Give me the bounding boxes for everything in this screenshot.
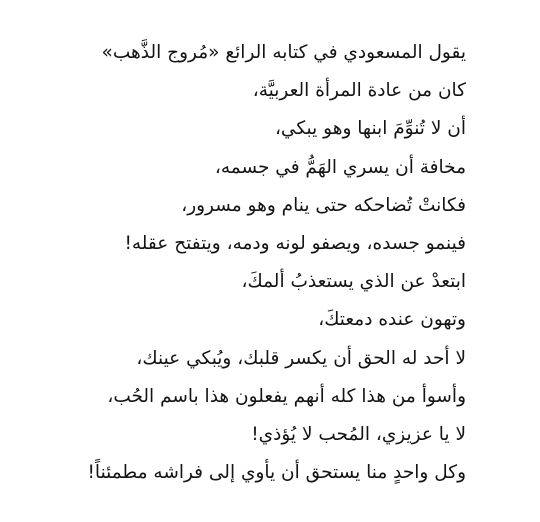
text-line-12: وكل واحدٍ منا يستحق أن يأوي إلى فراشه مطمئناً! xyxy=(87,462,466,484)
text-line-10: وأسوأ من هذا كله أنهم يفعلون هذا باسم الحُب، xyxy=(107,385,466,407)
text-line-4: مخافة أن يسري الهَمُّ في جسمه، xyxy=(214,156,466,178)
text-line-3: أن لا تُنوِّمَ ابنها وهو يبكي، xyxy=(274,118,466,140)
text-line-11: لا يا عزيزي، المُحب لا يُؤذي! xyxy=(251,423,466,445)
text-line-5: فكانتْ تُضاحكه حتى ينام وهو مسرور، xyxy=(181,194,466,216)
text-line-1: يقول المسعودي في كتابه الرائع «مُروج الذَّهب» xyxy=(101,42,466,63)
text-line-2: كان من عادة المرأة العربيَّة، xyxy=(252,80,466,102)
text-line-8: وتهون عنده دمعتكَ، xyxy=(318,309,466,331)
text-line-7: ابتعدْ عن الذي يستعذبُ ألمكَ، xyxy=(241,271,466,293)
text-line-9: لا أحد له الحق أن يكسر قلبك، ويُبكي عينك، xyxy=(136,347,466,369)
text-line-6: فينمو جسده، ويصفو لونه ودمه، ويتفتح عقله! xyxy=(124,232,466,254)
poem-text xyxy=(36,34,466,492)
